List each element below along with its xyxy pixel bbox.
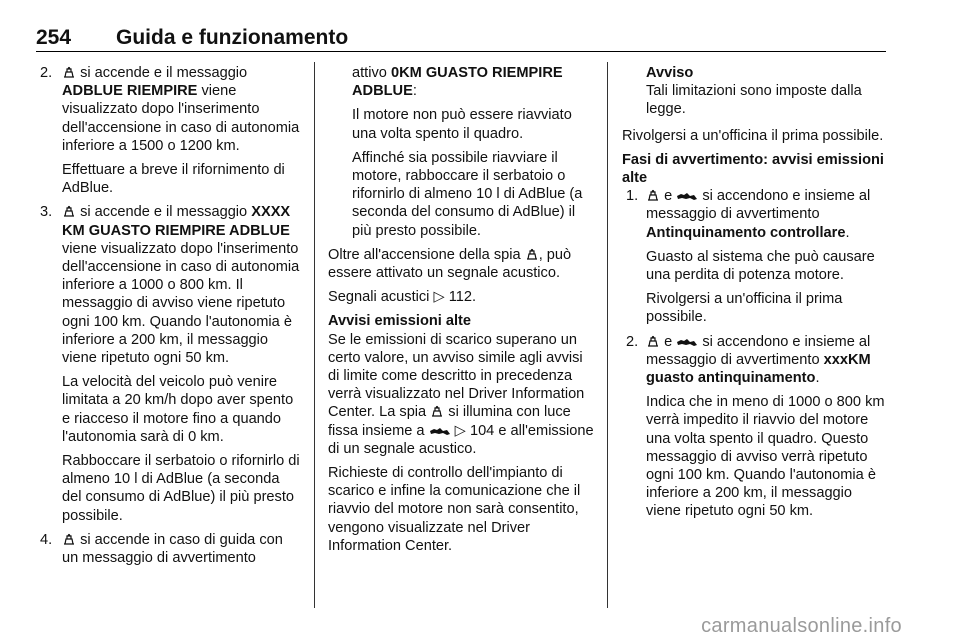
paragraph: La velocità del veicolo può venire limitata a 20 km/h dopo aver spento e riacceso il motore fino a quando l'autonomia sarà di 0 km. [62, 374, 294, 445]
text: viene visualizzato dopo l'inserimento dell'accensione in caso di autonomia inferiore a 1500 o 1200 km. [62, 83, 300, 154]
paragraph [328, 288, 594, 306]
engine-warning-icon [676, 190, 698, 202]
warning-stage-1 [622, 187, 888, 326]
column-1 [38, 64, 300, 573]
note-text: Tali limitazioni sono imposte dalla legge. [646, 83, 862, 118]
display-message: xxxKM guasto antinquinamento [646, 351, 871, 387]
display-message: XXXX KM GUASTO RIEMPIRE ADBLUE [62, 204, 291, 239]
text: Se le emissioni di scarico superano un certo valore, un avviso simile agli avvisi di limite come descritto in precedenza verrà visualizzato nel Driver Information Center. La spia [328, 331, 585, 421]
paragraph: Indica che in meno di 1000 o 800 km verrà impedito il riavvio del motore una volta spento il quadro. Questo messaggio di avviso verrà ripetuto ogni 100 km. Quando l'autonomia è inferiore a 200 km, il messaggio viene ripetuto ogni 50 km. [646, 394, 885, 520]
engine-warning-icon [429, 425, 451, 437]
adblue-warning-icon [62, 204, 76, 218]
paragraph: Il motore non può essere riavviato una volta spento il quadro. [352, 107, 572, 142]
text: , può essere attivato un segnale acustico. [328, 246, 572, 282]
list-number: 1. [626, 188, 639, 205]
text: : [412, 83, 417, 100]
display-message: ADBLUE RIEMPIRE [62, 83, 198, 100]
section-heading: Avvisi emissioni alte [328, 313, 472, 330]
adblue-warning-icon [430, 404, 444, 418]
warning-stage-2 [622, 333, 888, 521]
section-heading: Fasi di avvertimento: avvisi emissioni alte [622, 151, 884, 187]
text: si accende in caso di guida con un messaggio di avvertimento [62, 531, 283, 567]
page-reference[interactable]: 112. [448, 289, 477, 306]
column-2 [328, 64, 594, 561]
page-header [36, 26, 886, 52]
text: . [845, 224, 850, 241]
page-reference-arrow-icon: ▷ [433, 289, 445, 306]
page-reference: 104 e all'emissione di un segnale acustico. [328, 422, 594, 457]
list-item-4 [38, 531, 300, 567]
list-number: 4. [40, 531, 53, 548]
adblue-warning-icon [646, 334, 660, 348]
text: si accende e il messaggio [80, 204, 248, 221]
paragraph: Rivolgersi a un'officina il prima possibile. [646, 291, 843, 326]
adblue-warning-icon [62, 65, 76, 79]
page-title: Guida e funzionamento [116, 26, 349, 49]
text: e [664, 188, 673, 205]
adblue-warning-icon [525, 247, 539, 261]
list-number: 2. [40, 65, 53, 81]
continued-item [328, 64, 594, 240]
text: . [815, 370, 820, 387]
text: si accendono e insieme al messaggio di avvertimento [646, 333, 871, 368]
text: viene visualizzato dopo l'inserimento dell'accensione in caso di autonomia inferiore a 1000 o 800 km. Il messaggio di avviso viene ripetuto ogni 100 km. Quando l'autonomia è inferiore a 200 km, il messaggio viene ripetuto ogni 50 km. [62, 240, 300, 367]
adblue-warning-icon [646, 188, 660, 202]
header-rule [36, 51, 886, 52]
column-divider-1 [314, 62, 315, 608]
watermark: carmanualsonline.info [701, 615, 902, 637]
text: si accende e il messaggio [80, 65, 248, 81]
paragraph: Rabboccare il serbatoio o rifornirlo di almeno 10 l di AdBlue (a seconda del consumo di AdBlue) il più presto possibile. [62, 453, 300, 524]
list-number: 2. [626, 333, 639, 350]
text: Segnali acustici [328, 289, 430, 306]
page-reference-arrow-icon: ▷ [454, 422, 466, 439]
paragraph: Rivolgersi a un'officina il prima possibile. [622, 127, 884, 144]
paragraph [328, 246, 594, 282]
column-3 [622, 64, 888, 527]
list-item-2 [38, 64, 300, 197]
list-number: 3. [40, 204, 53, 221]
column-divider-2 [607, 62, 608, 608]
paragraph: Guasto al sistema che può causare una perdita di potenza motore. [646, 248, 875, 284]
text: si accendono e insieme al messaggio di avvertimento [646, 188, 871, 223]
paragraph: Richieste di controllo dell'impianto di scarico e infine la comunicazione che il riavvio del motore non sarà consentito, vengono visualizzate nel Driver Information Center. [328, 465, 581, 554]
display-message: 0KM GUASTO RIEMPIRE ADBLUE [352, 65, 563, 100]
adblue-warning-icon [62, 532, 76, 546]
paragraph [328, 331, 594, 458]
text: si illumina con luce fissa insieme a [328, 404, 571, 439]
display-message: Antinquinamento controllare [646, 224, 846, 241]
page-number: 254 [36, 26, 72, 49]
engine-warning-icon [676, 336, 698, 348]
list-item-3 [38, 203, 300, 524]
paragraph: Affinché sia possibile riavviare il motore, rabboccare il serbatoio o rifornirlo di almeno 10 l di AdBlue (a seconda del consumo di AdBlue) il più presto possibile. [352, 149, 583, 239]
note-box [622, 64, 888, 119]
text: attivo [352, 65, 387, 81]
text: e [664, 333, 673, 350]
note-title: Avviso [646, 65, 694, 81]
text: Oltre all'accensione della spia [328, 246, 521, 263]
paragraph: Effettuare a breve il rifornimento di AdBlue. [62, 162, 285, 197]
